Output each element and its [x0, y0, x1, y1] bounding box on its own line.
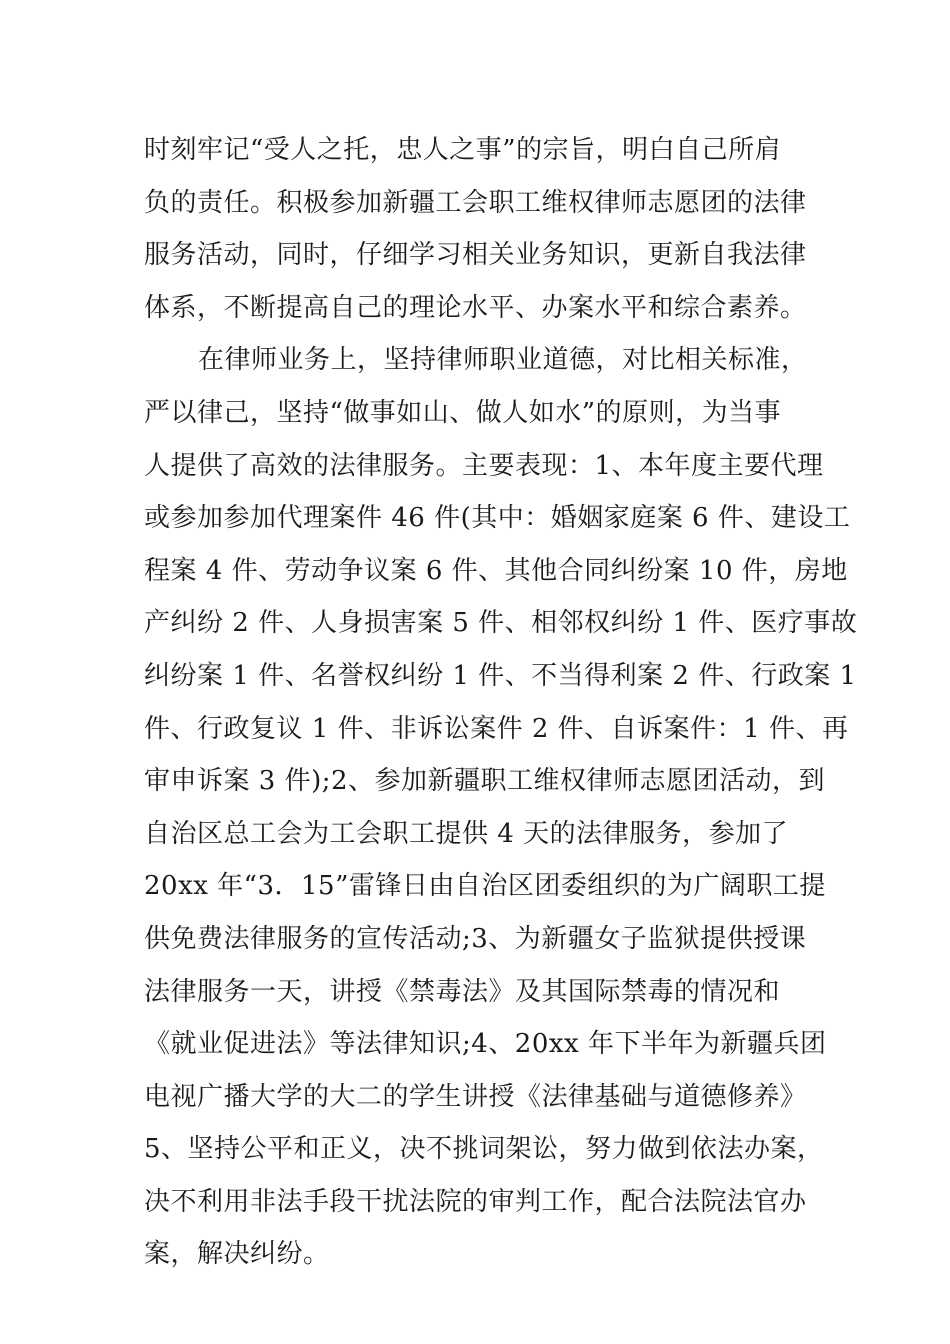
text-line: 《就业促进法》等法律知识;4、20xx 年下半年为新疆兵团	[144, 1029, 827, 1060]
text-line: 审申诉案 3 件);2、参加新疆职工维权律师志愿团活动，到	[144, 766, 826, 797]
text-line: 或参加参加代理案件 46 件(其中：婚姻家庭案 6 件、建设工	[144, 503, 851, 534]
document-body	[144, 124, 858, 1281]
text-line: 程案 4 件、劳动争议案 6 件、其他合同纠纷案 10 件，房地	[144, 555, 848, 586]
text-line: 供免费法律服务的宣传活动;3、为新疆女子监狱提供授课	[144, 923, 807, 954]
text-line: 自治区总工会为工会职工提供 4 天的法律服务，参加了	[144, 818, 789, 849]
text-line: 电视广播大学的大二的学生讲授《法律基础与道德修养》	[144, 1081, 807, 1112]
text-line: 20xx 年“3．15”雷锋日由自治区团委组织的为广阔职工提	[144, 871, 826, 902]
text-line: 纠纷案 1 件、名誉权纠纷 1 件、不当得利案 2 件、行政案 1	[144, 660, 857, 691]
text-line: 5、坚持公平和正义，决不挑词架讼，努力做到依法办案，	[144, 1134, 824, 1165]
text-line: 严以律己，坚持“做事如山、做人如水”的原则，为当事	[144, 397, 782, 428]
text-line: 件、行政复议 1 件、非诉讼案件 2 件、自诉案件：1 件、再	[144, 713, 849, 744]
text-line: 时刻牢记“受人之托，忠人之事”的宗旨，明白自己所肩	[144, 135, 782, 165]
text-line: 案，解决纠纷。	[144, 1239, 330, 1270]
text-line: 决不利用非法手段干扰法院的审判工作，配合法院法官办	[144, 1186, 807, 1217]
text-line: 服务活动，同时，仔细学习相关业务知识，更新自我法律	[144, 240, 807, 271]
text-line: 法律服务一天，讲授《禁毒法》及其国际禁毒的情况和	[144, 976, 781, 1007]
paragraph-first-line: 在律师业务上，坚持律师职业道德，对比相关标准，	[198, 345, 808, 376]
text-line: 体系，不断提高自己的理论水平、办案水平和综合素养。	[144, 292, 807, 323]
text-line: 产纠纷 2 件、人身损害案 5 件、相邻权纠纷 1 件、医疗事故	[144, 608, 858, 639]
text-line: 负的责任。积极参加新疆工会职工维权律师志愿团的法律	[144, 187, 807, 218]
text-line: 人提供了高效的法律服务。主要表现：1、本年度主要代理	[144, 450, 824, 481]
